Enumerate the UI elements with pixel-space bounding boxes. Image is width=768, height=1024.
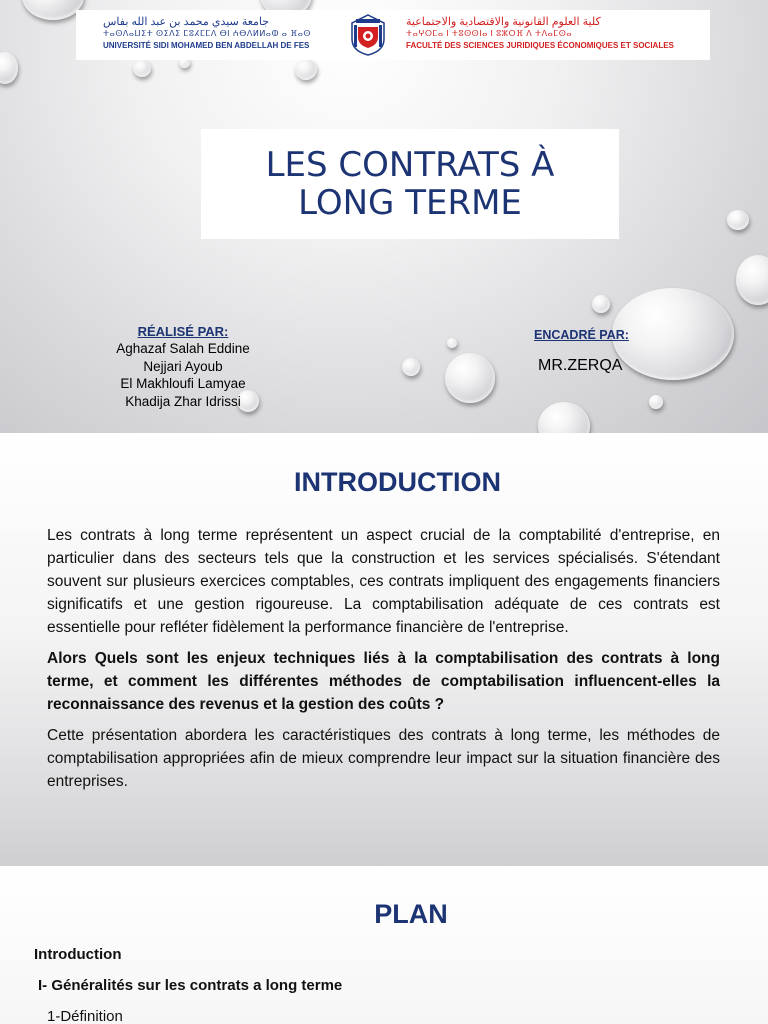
supervisor-block bbox=[534, 328, 629, 375]
university-name-tifinagh: ⵜⴰⵙⴷⴰⵡⵉⵜ ⵙⵉⴷⵉ ⵎⵓⵃⵎⵎⴷ ⴱⵏ ⵄⴱⴷⵍⵍⴰⵀ ⴰ ⴼⴰⵙ bbox=[103, 29, 311, 38]
introduction-body bbox=[47, 524, 720, 801]
faculty-name-french: FACULTÉ DES SCIENCES JURIDIQUES ÉCONOMIQUES ET SOCIALES bbox=[406, 41, 674, 50]
water-drop bbox=[22, 0, 84, 20]
title-box bbox=[201, 129, 619, 239]
author-name: Aghazaf Salah Eddine bbox=[116, 341, 250, 356]
intro-paragraph: Les contrats à long terme représentent un aspect crucial de la comptabilité d'entreprise, en particulier dans des secteurs tels que la construction et les services spécialisés. S'étendant souvent sur plusieurs exercices comptables, ces contrats impliquent des engagements financiers significatifs et une gestion rigoureuse. La comptabilisation adéquate de ces contrats est essentielle pour refléter fidèlement la performance financière de l'entreprise. bbox=[47, 527, 720, 636]
supervisor-name: MR.ZERQA bbox=[538, 357, 623, 374]
water-drop bbox=[736, 255, 768, 305]
plan-heading: PLAN bbox=[374, 899, 448, 929]
introduction-heading: INTRODUCTION bbox=[294, 467, 501, 497]
water-drop bbox=[649, 395, 663, 409]
intro-question: Alors Quels sont les enjeux techniques liés à la comptabilisation des contrats à long terme, et comment les différentes méthodes de comptabilisation influencent-elles la reconnaissance des revenus et la gestion des coûts ? bbox=[47, 650, 720, 713]
plan-slide bbox=[0, 866, 768, 1024]
faculty-name-arabic: كلية العلوم القانونية والاقتصادية والاجتماعية bbox=[406, 16, 601, 28]
author-name: Nejjari Ayoub bbox=[143, 358, 223, 374]
plan-item: Introduction bbox=[34, 946, 122, 963]
water-drop bbox=[0, 52, 18, 84]
authors-block bbox=[90, 324, 276, 410]
water-drop bbox=[727, 210, 749, 230]
author-name: Khadija Zhar Idrissi bbox=[125, 393, 241, 409]
water-drop bbox=[133, 60, 151, 77]
water-drop bbox=[295, 59, 317, 80]
water-drop bbox=[447, 338, 457, 348]
plan-item: I- Généralités sur les contrats a long terme bbox=[38, 977, 343, 994]
plan-item: 1-Définition bbox=[47, 1008, 123, 1024]
plan-list bbox=[34, 946, 342, 1024]
introduction-slide bbox=[0, 433, 768, 866]
intro-paragraph: Cette présentation abordera les caractéristiques des contrats à long terme, les méthodes de comptabilisation appropriées afin de mieux comprendre leur impact sur la situation financière des entreprises. bbox=[47, 727, 720, 790]
water-drop bbox=[445, 353, 495, 403]
faculty-name-tifinagh: ⵜⴰⵖⵔⵎⴰ ⵏ ⵜⵓⵙⵙⵏⴰ ⵏ ⵓⵣⵔⴼ ⴷ ⵜⴷⴰⵎⵙⴰ bbox=[406, 29, 573, 38]
water-drop bbox=[592, 295, 610, 313]
university-name-french: UNIVERSITÉ SIDI MOHAMED BEN ABDELLAH DE FES bbox=[103, 41, 310, 50]
water-drop bbox=[402, 358, 420, 376]
university-banner bbox=[76, 10, 710, 60]
cover-slide bbox=[0, 0, 768, 433]
water-drop bbox=[538, 402, 590, 433]
water-drop bbox=[612, 288, 734, 380]
realise-label: RÉALISÉ PAR: bbox=[137, 324, 229, 339]
presentation-title: LES CONTRATS À LONG TERME bbox=[265, 145, 555, 223]
university-logo-icon bbox=[346, 13, 390, 57]
encadre-label: ENCADRÉ PAR: bbox=[534, 328, 629, 342]
author-name: El Makhloufi Lamyae bbox=[120, 376, 246, 391]
university-name-arabic: جامعة سيدي محمد بن عبد الله بفاس bbox=[103, 16, 270, 28]
